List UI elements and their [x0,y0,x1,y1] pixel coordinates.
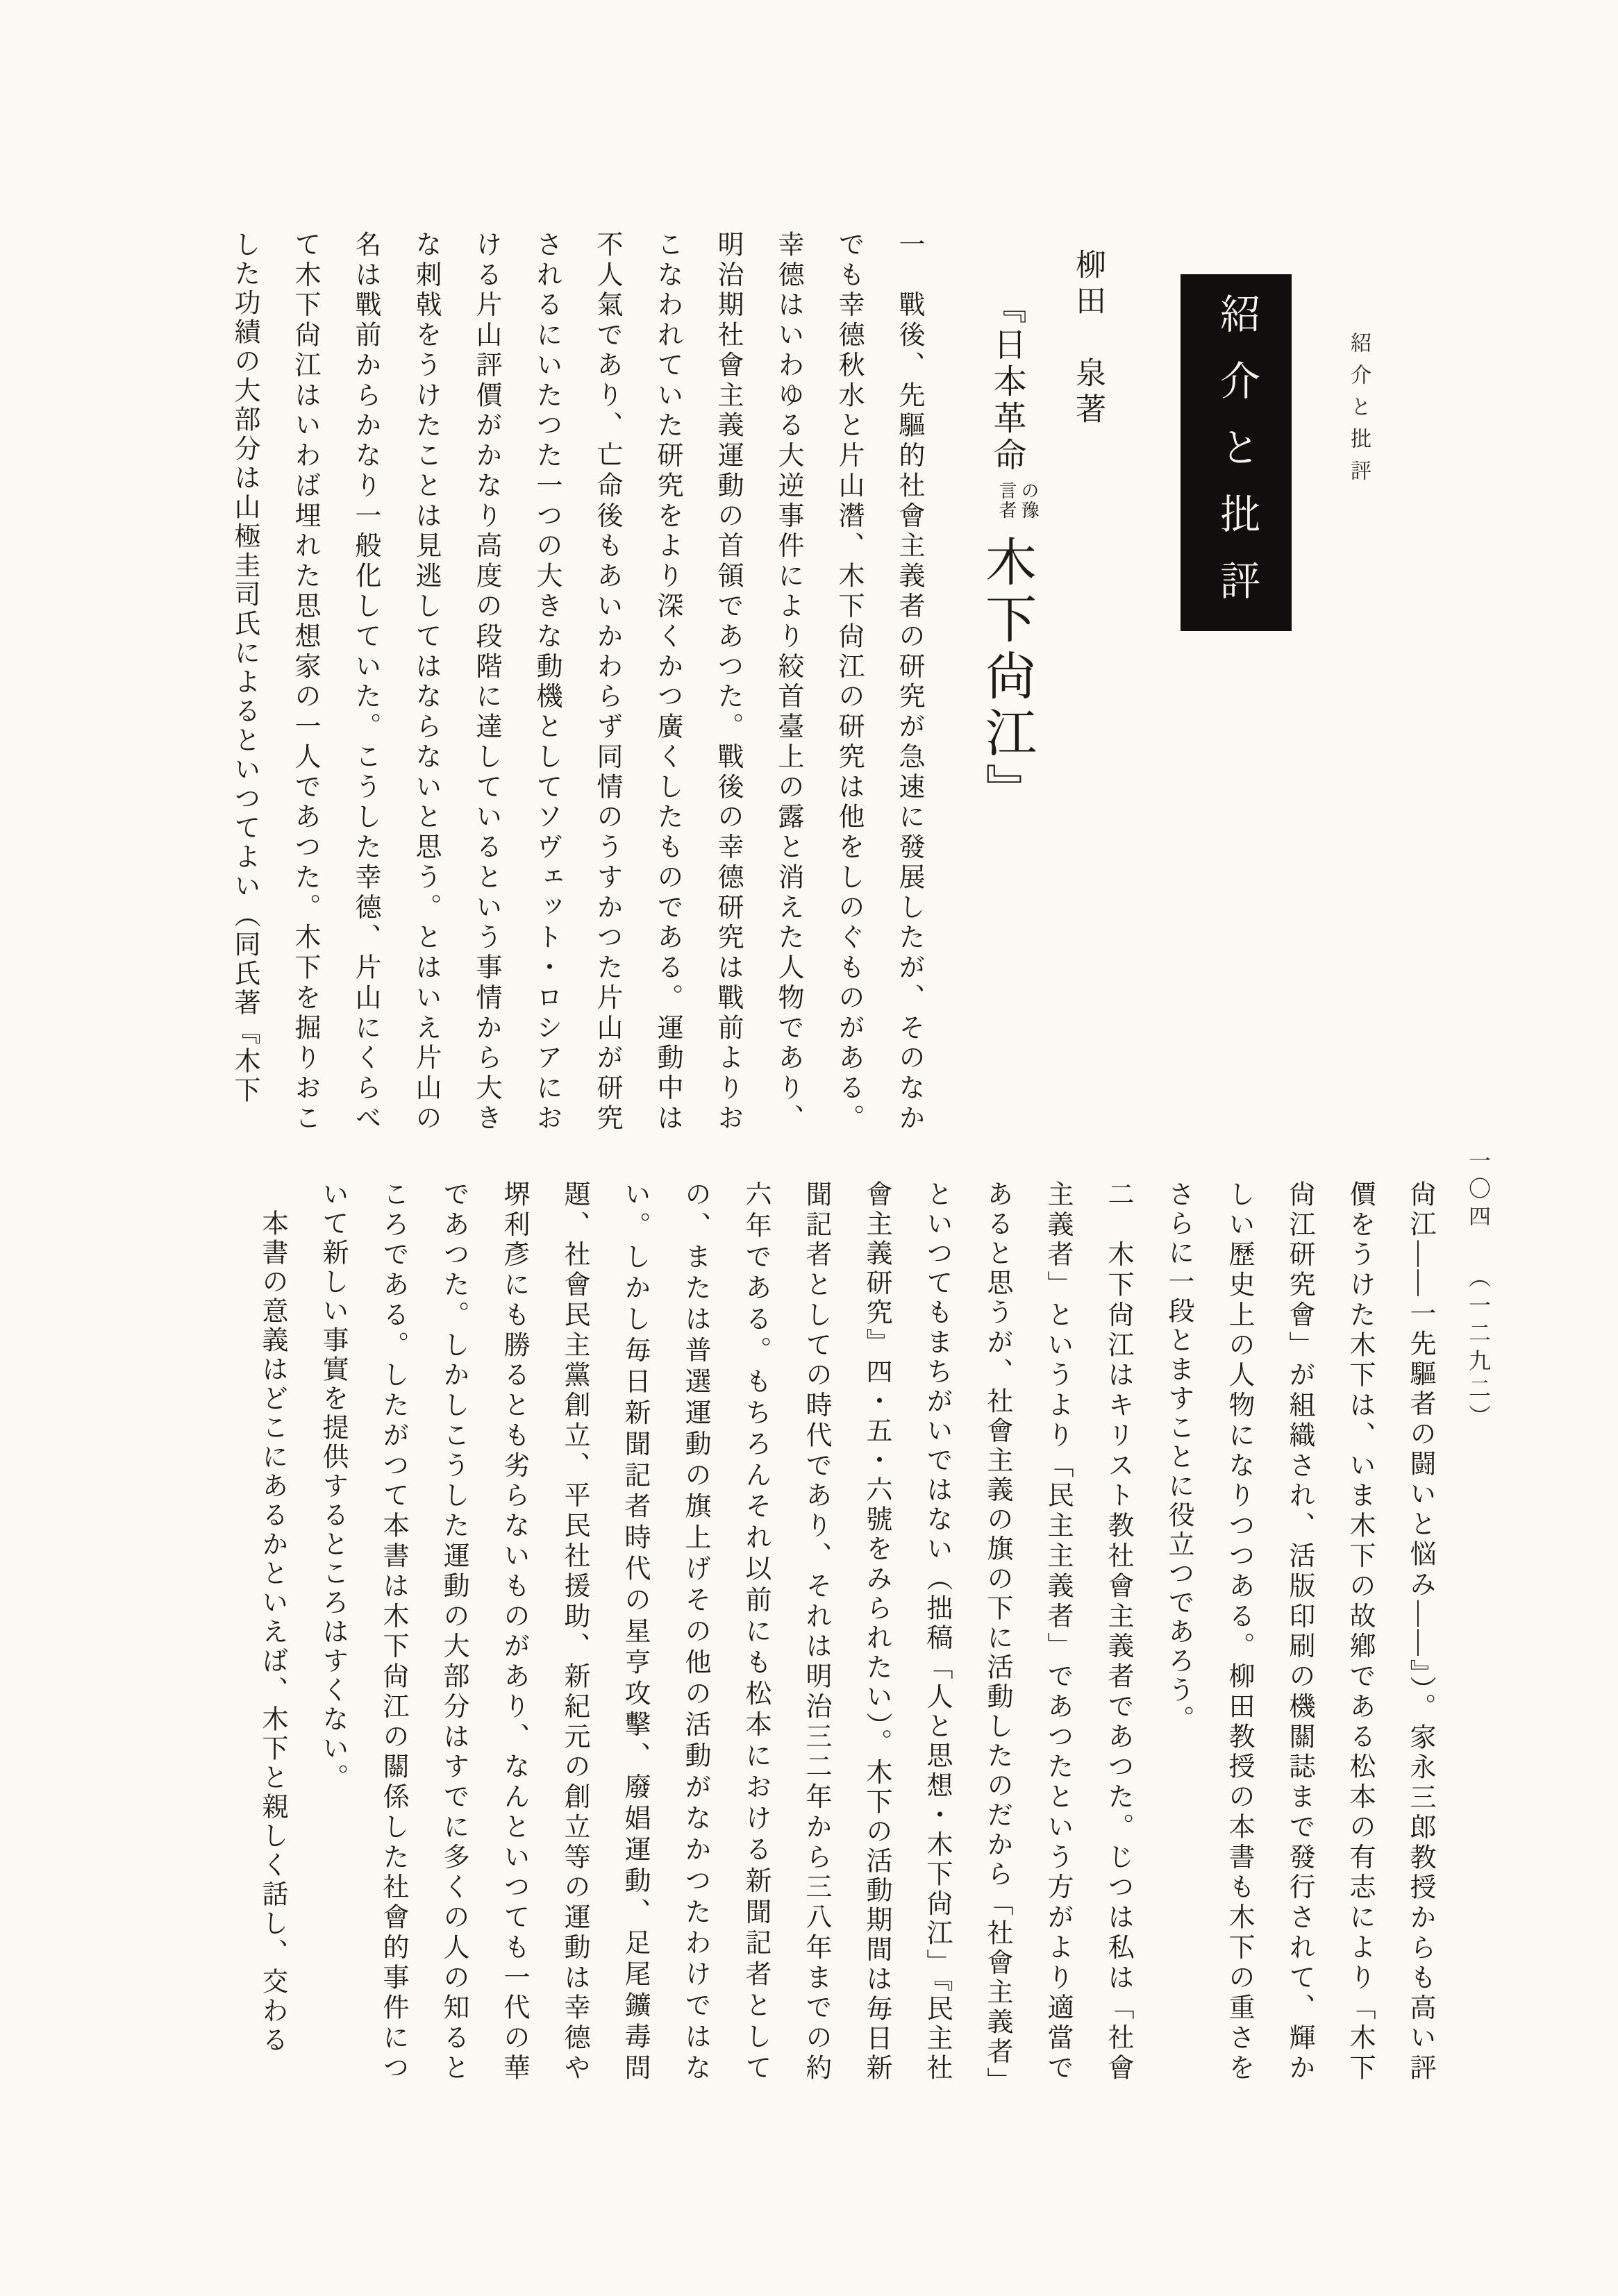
book-title-annotation: の豫言者 [996,481,1039,520]
page-number [1462,1149,1494,1432]
book-title [969,290,1043,832]
page-number-main: 一〇四 [1466,1149,1491,1232]
body-lower-tier [206,1180,1450,2083]
paragraph-section-one-continued: 尙江――一先驅者の闘いと悩み――』）。家永三郎教授からも高い評價をうけた木下は、いま木下の故鄕である松本の有志により「木下尙江研究會」が組織され、活版印刷の機關誌まで發行されて、輝かしい歷史上の人物になりつつある。柳田教授の本書も木下の重さをさらに一段とますことに役立つであろう。 [1164,1180,1435,2083]
paragraph-section-one: 一 戰後、先驅的社會主義者の研究が急速に發展したが、そのなかでも幸德秋水と片山潛、木下尙江の研究は他をしのぐものがある。幸德はいわゆる大逆事件により絞首臺上の露と消えた人物であり、明治期社會主義運動の首領であつた。戰後の幸德研究は戰前よりおこなわれていた研究をより深くかつ廣くしたものである。運動中は不人氣であり、亡命後もあいかわらず同情のうすかつた片山が研究されるにいたつた一つの大きな動機としてソヴェット・ロシアにおける片山評價がかなり高度の段階に達しているという事情から大きな刺戟をうけたことは見逃してはならないと思う。とはいえ片山の名は戰前からかなり一般化していた。こうした幸德、片山にくらべて木下尙江はいわば埋れた思想家の一人であつた。木下を掘りおこした功績の大部分は山極圭司氏によるといつてよい（同氏著『木下 [230,231,924,1133]
body-upper-tier [172,231,939,1133]
section-heading-label: 紹介と批評 [1214,293,1259,626]
paragraph-section-two: 二 木下尙江はキリスト教社會主義者であつた。じつは私は「社會主義者」というより「民主主義者」であつたという方がより適當であると思うが、社會主義の旗の下に活動したのだから「社會主義者」といつてもまちがいではない（拙稿「人と思想・木下尙江」『民主社會主義研究』四・五・六號をみられたい）。木下の活動期間は毎日新聞記者としての時代であり、それは明治三二年から三八年までの約六年である。もちろんそれ以前にも松本における新聞記者としての、または普選運動の旗上げその他の活動がなかつたわけではない。しかし毎日新聞記者時代の星亨攻擊、廢娼運動、足尾鑛毒問題、社會民主黨創立、平民社援助、新紀元の創立等の運動は幸德や堺利彥にも勝るとも劣らないものがあり、なんといつても一代の華であつた。しかしこうした運動の大部分はすでに多くの人の知るところである。したがつて本書は木下尙江の關係した社會的事件について新しい事實を提供するところはすくない。 [318,1180,1133,2083]
section-heading-box [1181,274,1292,631]
page-number-paren: （一二九二） [1466,1266,1491,1432]
book-title-opening: 『日本革命 [988,290,1025,474]
running-head: 紹介と批評 [1347,332,1370,492]
paragraph-closing: 本書の意義はどこにあるかといえば、木下と親しく話し、交わる [258,1180,287,2055]
author-name: 柳田 泉著 [1071,249,1105,429]
book-title-main: 木下尙江』 [978,535,1035,820]
